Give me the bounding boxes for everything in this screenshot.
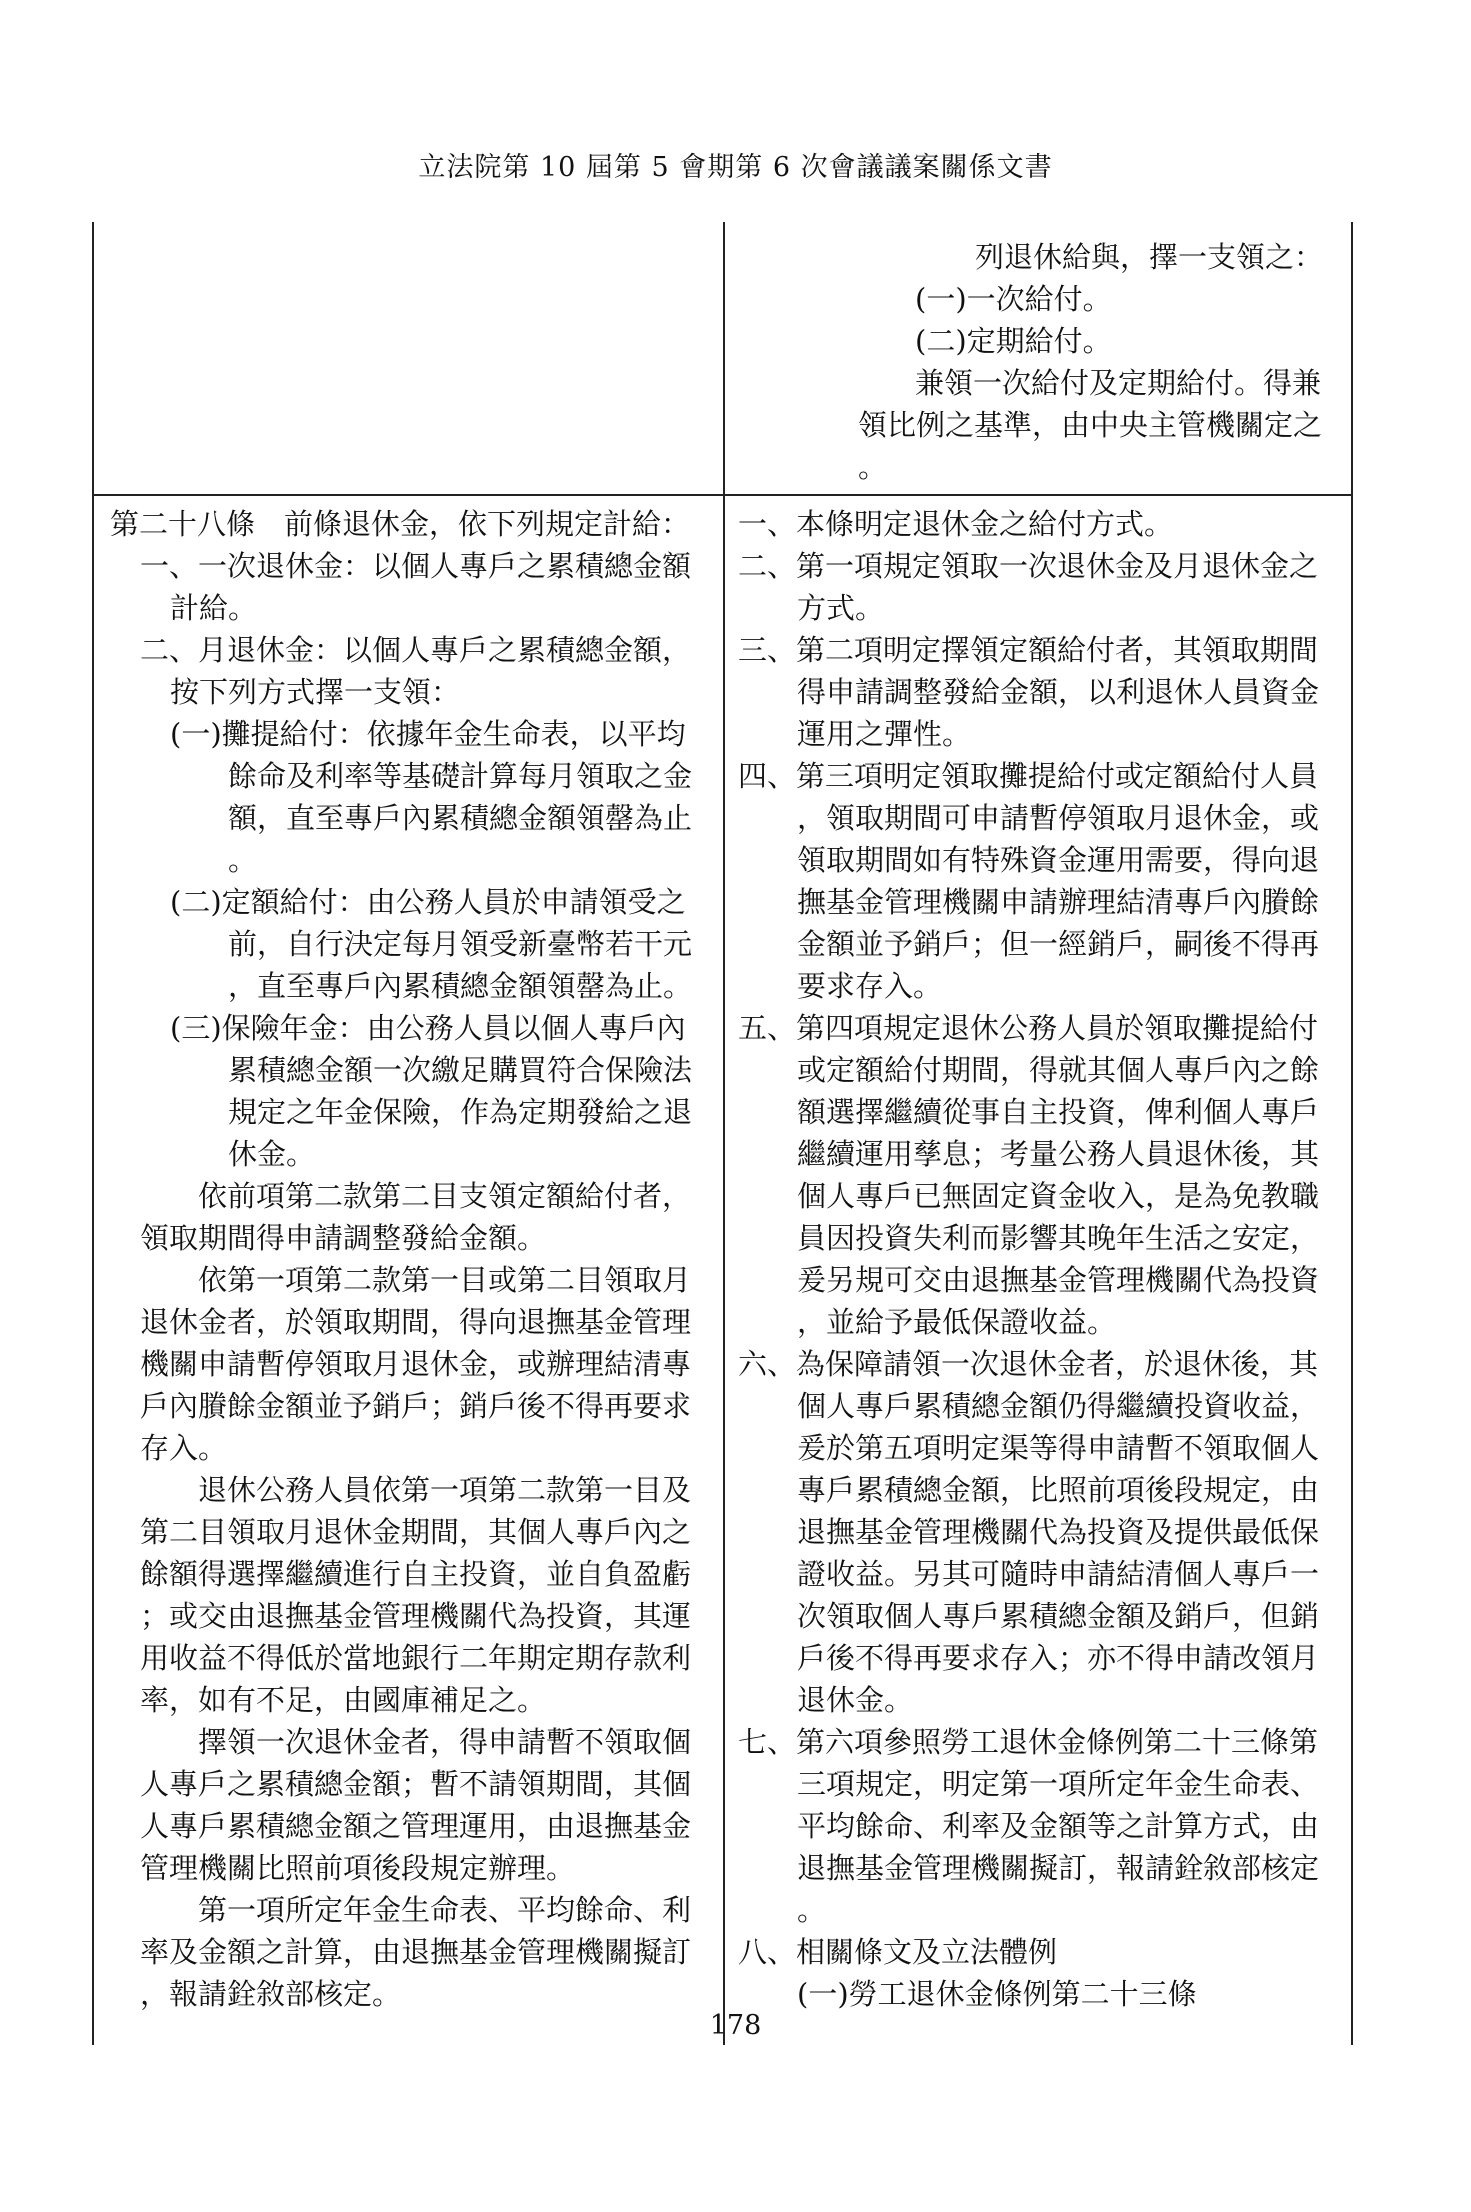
text-line: 得申請調整發給金額，以利退休人員資金 — [797, 675, 1320, 709]
text-line: ，直至專戶內累積總金額領罄為止。 — [228, 969, 693, 1003]
text-line: 餘命及利率等基礎計算每月領取之金 — [228, 759, 693, 793]
text-line: 人專戶累積總金額之管理運用，由退撫基金 — [140, 1809, 692, 1843]
text-line: 退撫基金管理機關擬訂，報請銓敘部核定 — [797, 1851, 1320, 1885]
text-line: ；或交由退撫基金管理機關代為投資，其運 — [140, 1599, 692, 1633]
text-line: 運用之彈性。 — [797, 717, 972, 751]
document-header: 立法院第 10 屆第 5 會期第 6 次會議議案關係文書 — [418, 152, 1053, 183]
text-line: ，報請銓敘部核定。 — [140, 1977, 402, 2011]
text-line: 領取期間得申請調整發給金額。 — [140, 1221, 547, 1255]
text-line: 退休公務人員依第一項第二款第一目及 — [198, 1473, 692, 1507]
text-line: 率及金額之計算，由退撫基金管理機關擬訂 — [140, 1935, 692, 1969]
text-line: 兼領一次給付及定期給付。得兼 — [915, 366, 1322, 400]
text-line: 額，直至專戶內累積總金額領罄為止 — [228, 801, 693, 835]
text-line: 人專戶之累積總金額；暫不請領期間，其個 — [140, 1767, 692, 1801]
text-line: 。 — [228, 843, 258, 877]
text-line: 額選擇繼續從事自主投資，俾利個人專戶 — [797, 1095, 1320, 1129]
text-line: 四、第三項明定領取攤提給付或定額給付人員 — [738, 759, 1319, 793]
text-line: 。 — [797, 1893, 827, 1927]
text-line: 退休金者，於領取期間，得向退撫基金管理 — [140, 1305, 692, 1339]
text-line: 方式。 — [797, 591, 885, 625]
text-line: 專戶累積總金額，比照前項後段規定，由 — [797, 1473, 1320, 1507]
text-line: 機關申請暫停領取月退休金，或辦理結清專 — [140, 1347, 692, 1381]
text-line: 管理機關比照前項後段規定辦理。 — [140, 1851, 576, 1885]
text-line: 爰另規可交由退撫基金管理機關代為投資 — [797, 1263, 1320, 1297]
text-line: ，領取期間可申請暫停領取月退休金，或 — [797, 801, 1320, 835]
text-line: 或定額給付期間，得就其個人專戶內之餘 — [797, 1053, 1320, 1087]
text-line: (三)保險年金：由公務人員以個人專戶內 — [170, 1011, 686, 1045]
text-line: 爰於第五項明定渠等得申請暫不領取個人 — [797, 1431, 1320, 1465]
text-line: 前，自行決定每月領受新臺幣若干元 — [228, 927, 693, 961]
text-line: 戶內賸餘金額並予銷戶；銷戶後不得再要求 — [140, 1389, 692, 1423]
text-line: 個人專戶已無固定資金收入，是為免教職 — [797, 1179, 1320, 1213]
text-line: 用收益不得低於當地銀行二年期定期存款利 — [140, 1641, 692, 1675]
text-line: 八、相關條文及立法體例 — [738, 1935, 1058, 1969]
text-line: 七、第六項參照勞工退休金條例第二十三條第 — [738, 1725, 1319, 1759]
text-line: 第一項所定年金生命表、平均餘命、利 — [198, 1893, 692, 1927]
text-line: (二)定期給付。 — [915, 324, 1112, 358]
text-line: 個人專戶累積總金額仍得繼續投資收益， — [797, 1389, 1320, 1423]
text-line: 規定之年金保險，作為定期發給之退 — [228, 1095, 693, 1129]
text-line: 列退休給與，擇一支領之： — [975, 240, 1324, 274]
text-line: 第二目領取月退休金期間，其個人專戶內之 — [140, 1515, 692, 1549]
text-line: (一)攤提給付：依據年金生命表，以平均 — [170, 717, 686, 751]
text-line: 要求存入。 — [797, 969, 943, 1003]
text-line: 戶後不得再要求存入；亦不得申請改領月 — [797, 1641, 1320, 1675]
text-line: 領比例之基準，由中央主管機關定之 — [858, 408, 1323, 442]
text-line: 擇領一次退休金者，得申請暫不領取個 — [198, 1725, 692, 1759]
text-line: 計給。 — [170, 591, 258, 625]
text-line: 存入。 — [140, 1431, 228, 1465]
text-line: 退撫基金管理機關代為投資及提供最低保 — [797, 1515, 1320, 1549]
text-line: ，並給予最低保證收益。 — [797, 1305, 1117, 1339]
text-line: 按下列方式擇一支領： — [170, 675, 461, 709]
text-line: (一)一次給付。 — [915, 282, 1112, 316]
text-line: 五、第四項規定退休公務人員於領取攤提給付 — [738, 1011, 1319, 1045]
text-line: 次領取個人專戶累積總金額及銷戶，但銷 — [797, 1599, 1320, 1633]
text-line: 第二十八條 前條退休金，依下列規定計給： — [110, 507, 691, 541]
text-line: 累積總金額一次繳足購買符合保險法 — [228, 1053, 693, 1087]
text-line: 領取期間如有特殊資金運用需要，得向退 — [797, 843, 1320, 877]
text-line: (二)定額給付：由公務人員於申請領受之 — [170, 885, 686, 919]
text-line: 員因投資失利而影響其晚年生活之安定， — [797, 1221, 1320, 1255]
text-line: 平均餘命、利率及金額等之計算方式，由 — [797, 1809, 1320, 1843]
text-line: 率，如有不足，由國庫補足之。 — [140, 1683, 547, 1717]
text-line: 退休金。 — [797, 1683, 914, 1717]
page-number: 178 — [709, 2010, 762, 2041]
table-row-divider — [92, 494, 1353, 496]
text-line: 三、第二項明定擇領定額給付者，其領取期間 — [738, 633, 1319, 667]
text-line: 三項規定，明定第一項所定年金生命表、 — [797, 1767, 1320, 1801]
text-line: 證收益。另其可隨時申請結清個人專戶一 — [797, 1557, 1320, 1591]
text-line: 金額並予銷戶；但一經銷戶，嗣後不得再 — [797, 927, 1320, 961]
text-line: 六、為保障請領一次退休金者，於退休後，其 — [738, 1347, 1319, 1381]
text-line: 一、本條明定退休金之給付方式。 — [738, 507, 1174, 541]
text-line: 。 — [858, 450, 888, 484]
text-line: 撫基金管理機關申請辦理結清專戶內賸餘 — [797, 885, 1320, 919]
text-line: (一)勞工退休金條例第二十三條 — [797, 1977, 1197, 2011]
text-line: 餘額得選擇繼續進行自主投資，並自負盈虧 — [140, 1557, 692, 1591]
text-line: 二、第一項規定領取一次退休金及月退休金之 — [738, 549, 1319, 583]
text-line: 休金。 — [228, 1137, 316, 1171]
text-line: 二、月退休金：以個人專戶之累積總金額， — [140, 633, 692, 667]
text-line: 一、一次退休金：以個人專戶之累積總金額 — [140, 549, 692, 583]
text-line: 繼續運用孳息；考量公務人員退休後，其 — [797, 1137, 1320, 1171]
text-line: 依前項第二款第二目支領定額給付者， — [198, 1179, 692, 1213]
text-line: 依第一項第二款第一目或第二目領取月 — [198, 1263, 692, 1297]
